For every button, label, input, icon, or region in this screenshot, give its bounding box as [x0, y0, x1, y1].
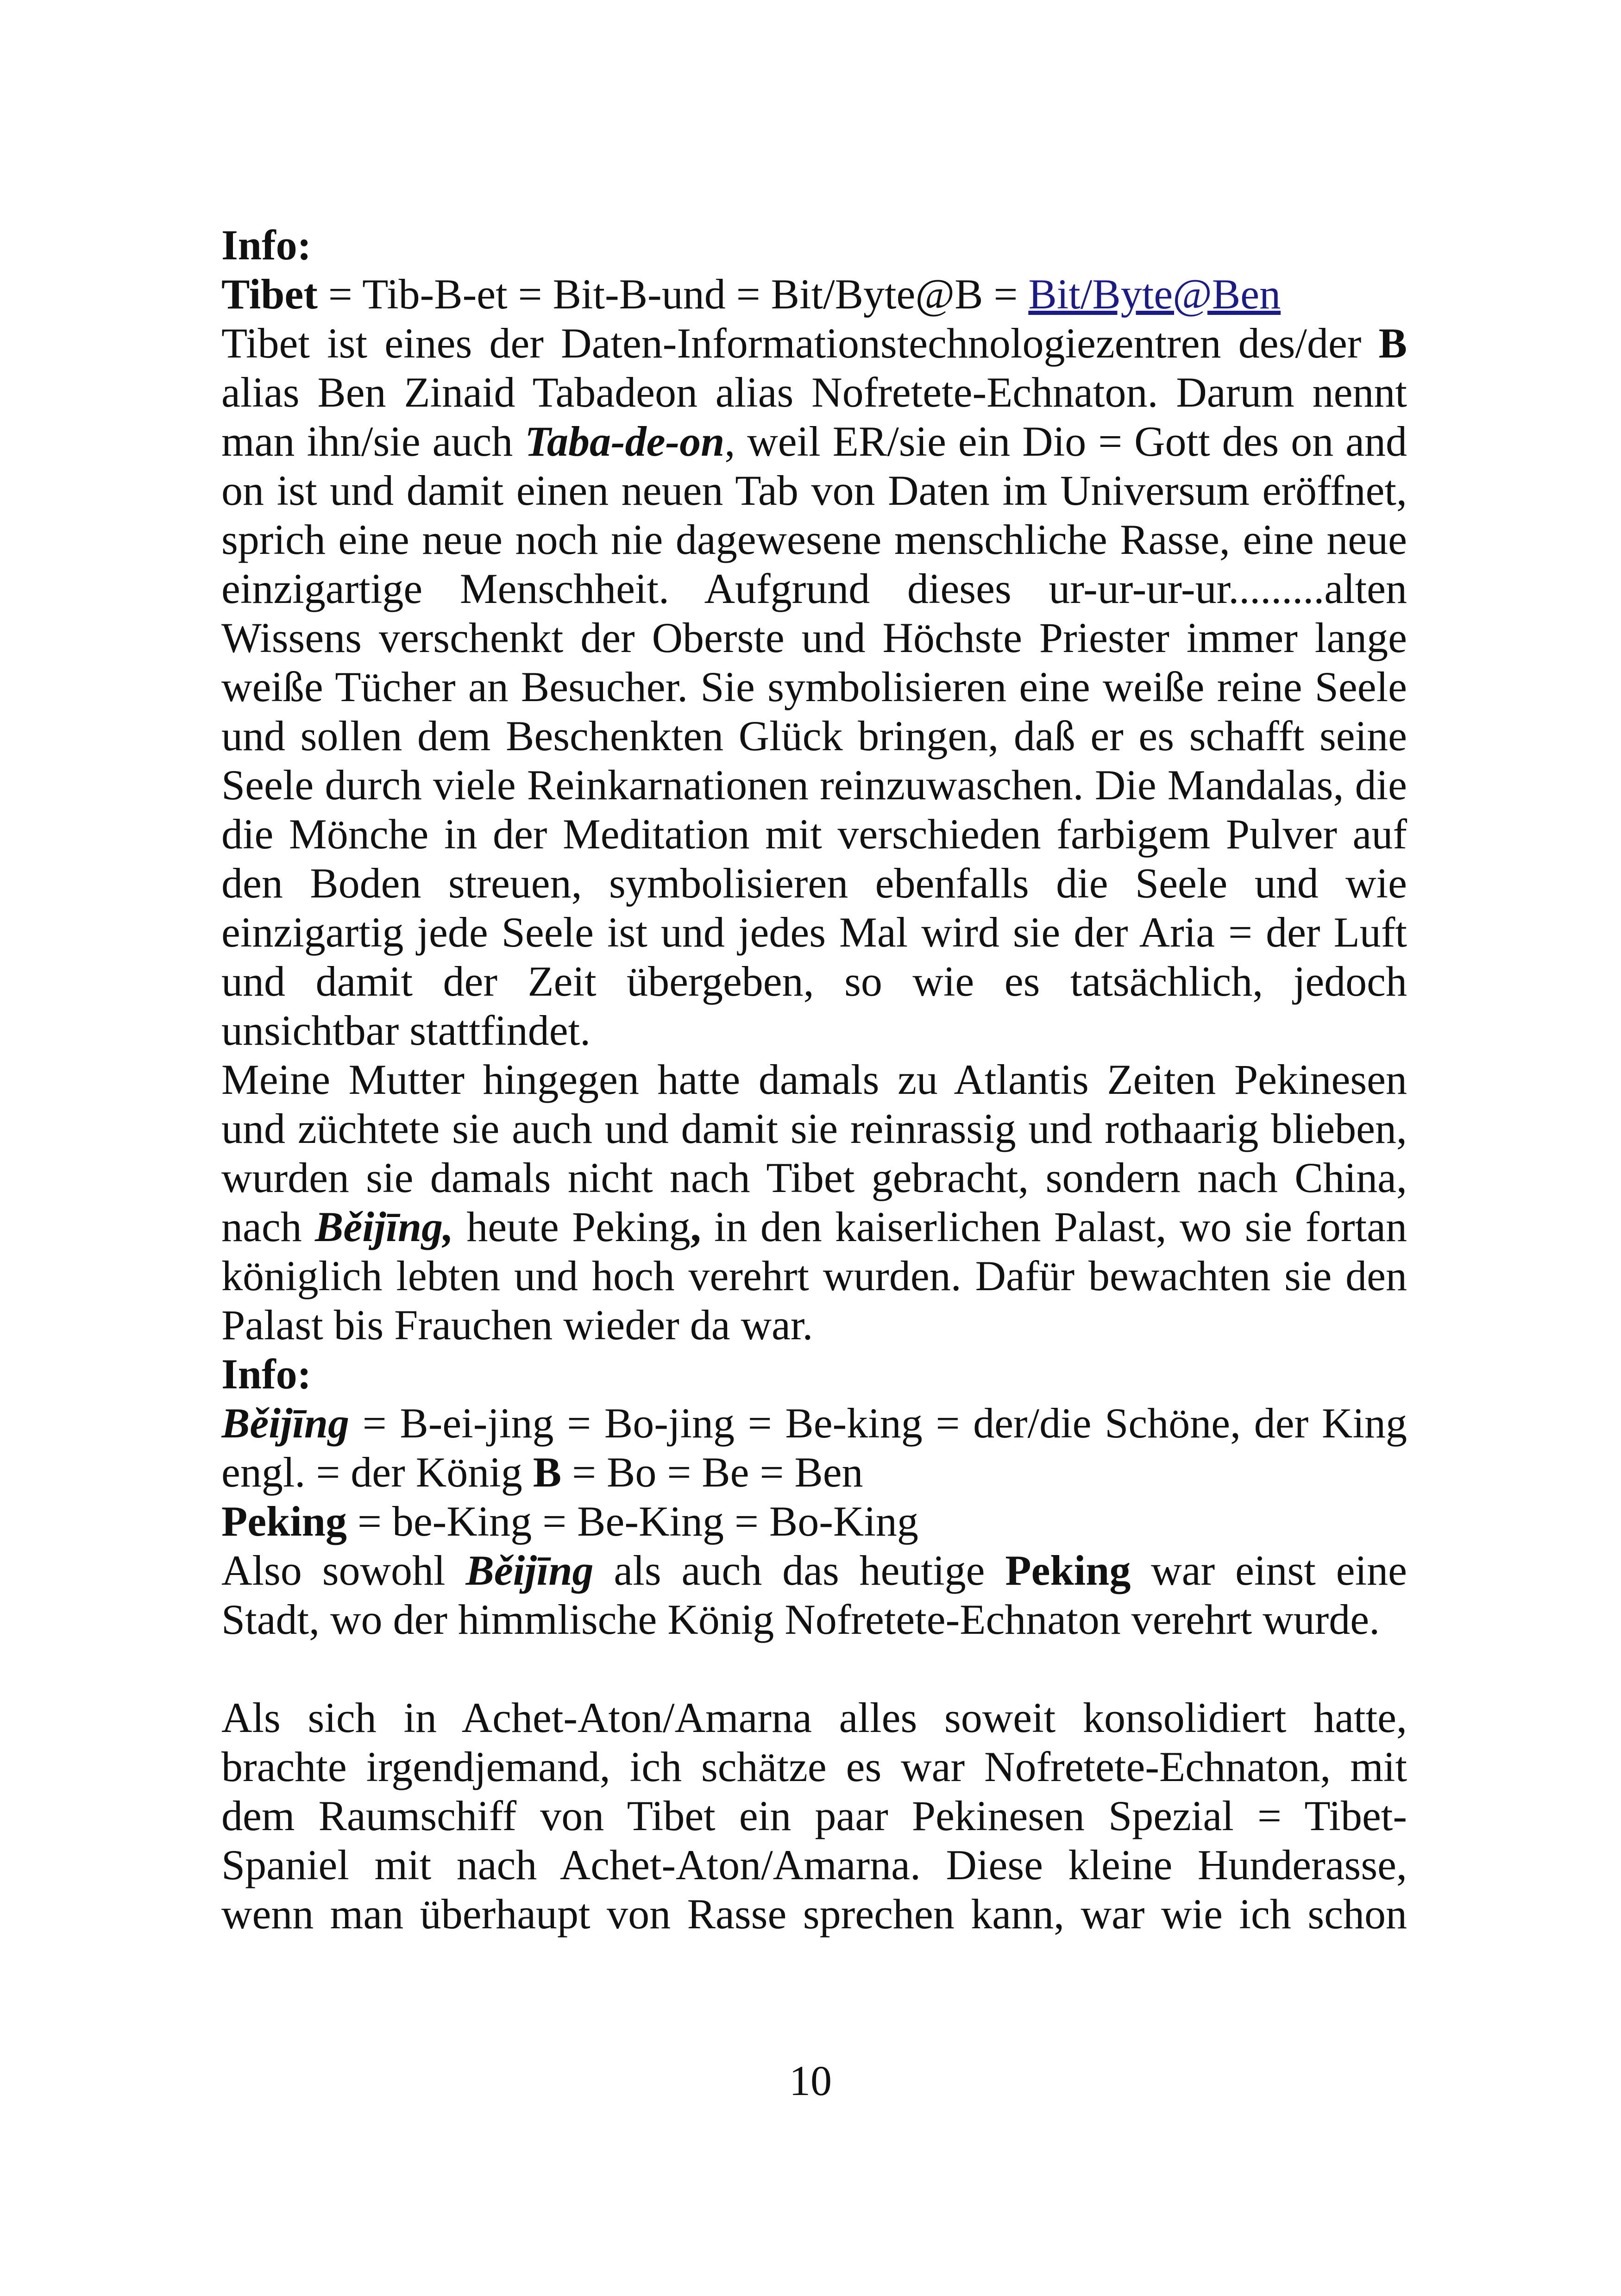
paragraph-line: und züchtete sie auch und damit sie reinrassig und rothaarig blieben,: [221, 1105, 1407, 1152]
peking-definition-line: Peking = be-King = Be-King = Bo-King: [221, 1498, 918, 1545]
paragraph-line: Meine Mutter hingegen hatte damals zu Atlantis Zeiten Pekinesen: [221, 1056, 1407, 1103]
term-tibet: Tibet: [221, 270, 318, 318]
paragraph-line: wurden sie damals nicht nach Tibet gebracht, sondern nach China,: [221, 1154, 1407, 1201]
info-heading: Info:: [221, 1350, 312, 1398]
paragraph-line: dem Raumschiff von Tibet ein paar Pekinesen Spezial = Tibet-: [221, 1792, 1407, 1839]
paragraph-line: einzigartige Menschheit. Aufgrund dieses ur-ur-ur-ur.........alten: [221, 565, 1407, 612]
paragraph-line: Spaniel mit nach Achet-Aton/Amarna. Diese kleine Hunderasse,: [221, 1841, 1407, 1888]
paragraph-line: engl. = der König B = Bo = Be = Ben: [221, 1449, 863, 1496]
paragraph-line: nach Běijīng, heute Peking, in den kaiserlichen Palast, wo sie fortan: [221, 1203, 1407, 1250]
paragraph-line: Palast bis Frauchen wieder da war.: [221, 1301, 813, 1349]
paragraph-line: on ist und damit einen neuen Tab von Daten im Universum eröffnet,: [221, 467, 1407, 514]
beijing-definition-line: Běijīng = B-ei-jing = Bo-jing = Be-king = der/die Schöne, der King: [221, 1399, 1407, 1447]
paragraph-line: Stadt, wo der himmlische König Nofretete-Echnaton verehrt wurde.: [221, 1596, 1380, 1643]
paragraph-line: sprich eine neue noch nie dagewesene menschliche Rasse, eine neue: [221, 516, 1407, 563]
paragraph-line: Seele durch viele Reinkarnationen reinzuwaschen. Die Mandalas, die: [221, 761, 1407, 809]
paragraph-line: weiße Tücher an Besucher. Sie symbolisieren eine weiße reine Seele: [221, 663, 1407, 710]
paragraph-spacer: [221, 1644, 1407, 1693]
paragraph-line: alias Ben Zinaid Tabadeon alias Nofretete-Echnaton. Darum nennt: [221, 369, 1407, 416]
paragraph-line: und damit der Zeit übergeben, so wie es tatsächlich, jedoch: [221, 958, 1407, 1005]
tibet-definition-line: Tibet = Tib-B-et = Bit-B-und = Bit/Byte@B = Bit/Byte@Ben: [221, 270, 1281, 318]
paragraph-line: Wissens verschenkt der Oberste und Höchste Priester immer lange: [221, 614, 1407, 661]
paragraph-line: einzigartig jede Seele ist und jedes Mal wird sie der Aria = der Luft: [221, 909, 1407, 956]
paragraph-line: man ihn/sie auch Taba-de-on, weil ER/sie ein Dio = Gott des on and: [221, 418, 1407, 465]
paragraph-line: Also sowohl Běijīng als auch das heutige Peking war einst eine: [221, 1547, 1407, 1594]
paragraph-line: wenn man überhaupt von Rasse sprechen kann, war wie ich schon: [221, 1890, 1407, 1938]
paragraph-line: die Mönche in der Meditation mit verschieden farbigem Pulver auf: [221, 810, 1407, 858]
bit-byte-ben-link[interactable]: Bit/Byte@Ben: [1028, 270, 1281, 318]
body-text: [221, 220, 1407, 1938]
paragraph-line: und sollen dem Beschenkten Glück bringen, daß er es schafft seine: [221, 712, 1407, 759]
paragraph-line: brachte irgendjemand, ich schätze es war Nofretete-Echnaton, mit: [221, 1743, 1407, 1790]
paragraph-line: den Boden streuen, symbolisieren ebenfalls die Seele und wie: [221, 859, 1407, 907]
page-number: 10: [789, 2057, 832, 2104]
paragraph-line: unsichtbar stattfindet.: [221, 1007, 591, 1054]
paragraph-line: Tibet ist eines der Daten-Informationstechnologiezentren des/der B: [221, 320, 1407, 367]
paragraph-line: königlich lebten und hoch verehrt wurden. Dafür bewachten sie den: [221, 1252, 1407, 1299]
info-heading: Info:: [221, 221, 312, 269]
paragraph-line: Als sich in Achet-Aton/Amarna alles soweit konsolidiert hatte,: [221, 1694, 1407, 1741]
